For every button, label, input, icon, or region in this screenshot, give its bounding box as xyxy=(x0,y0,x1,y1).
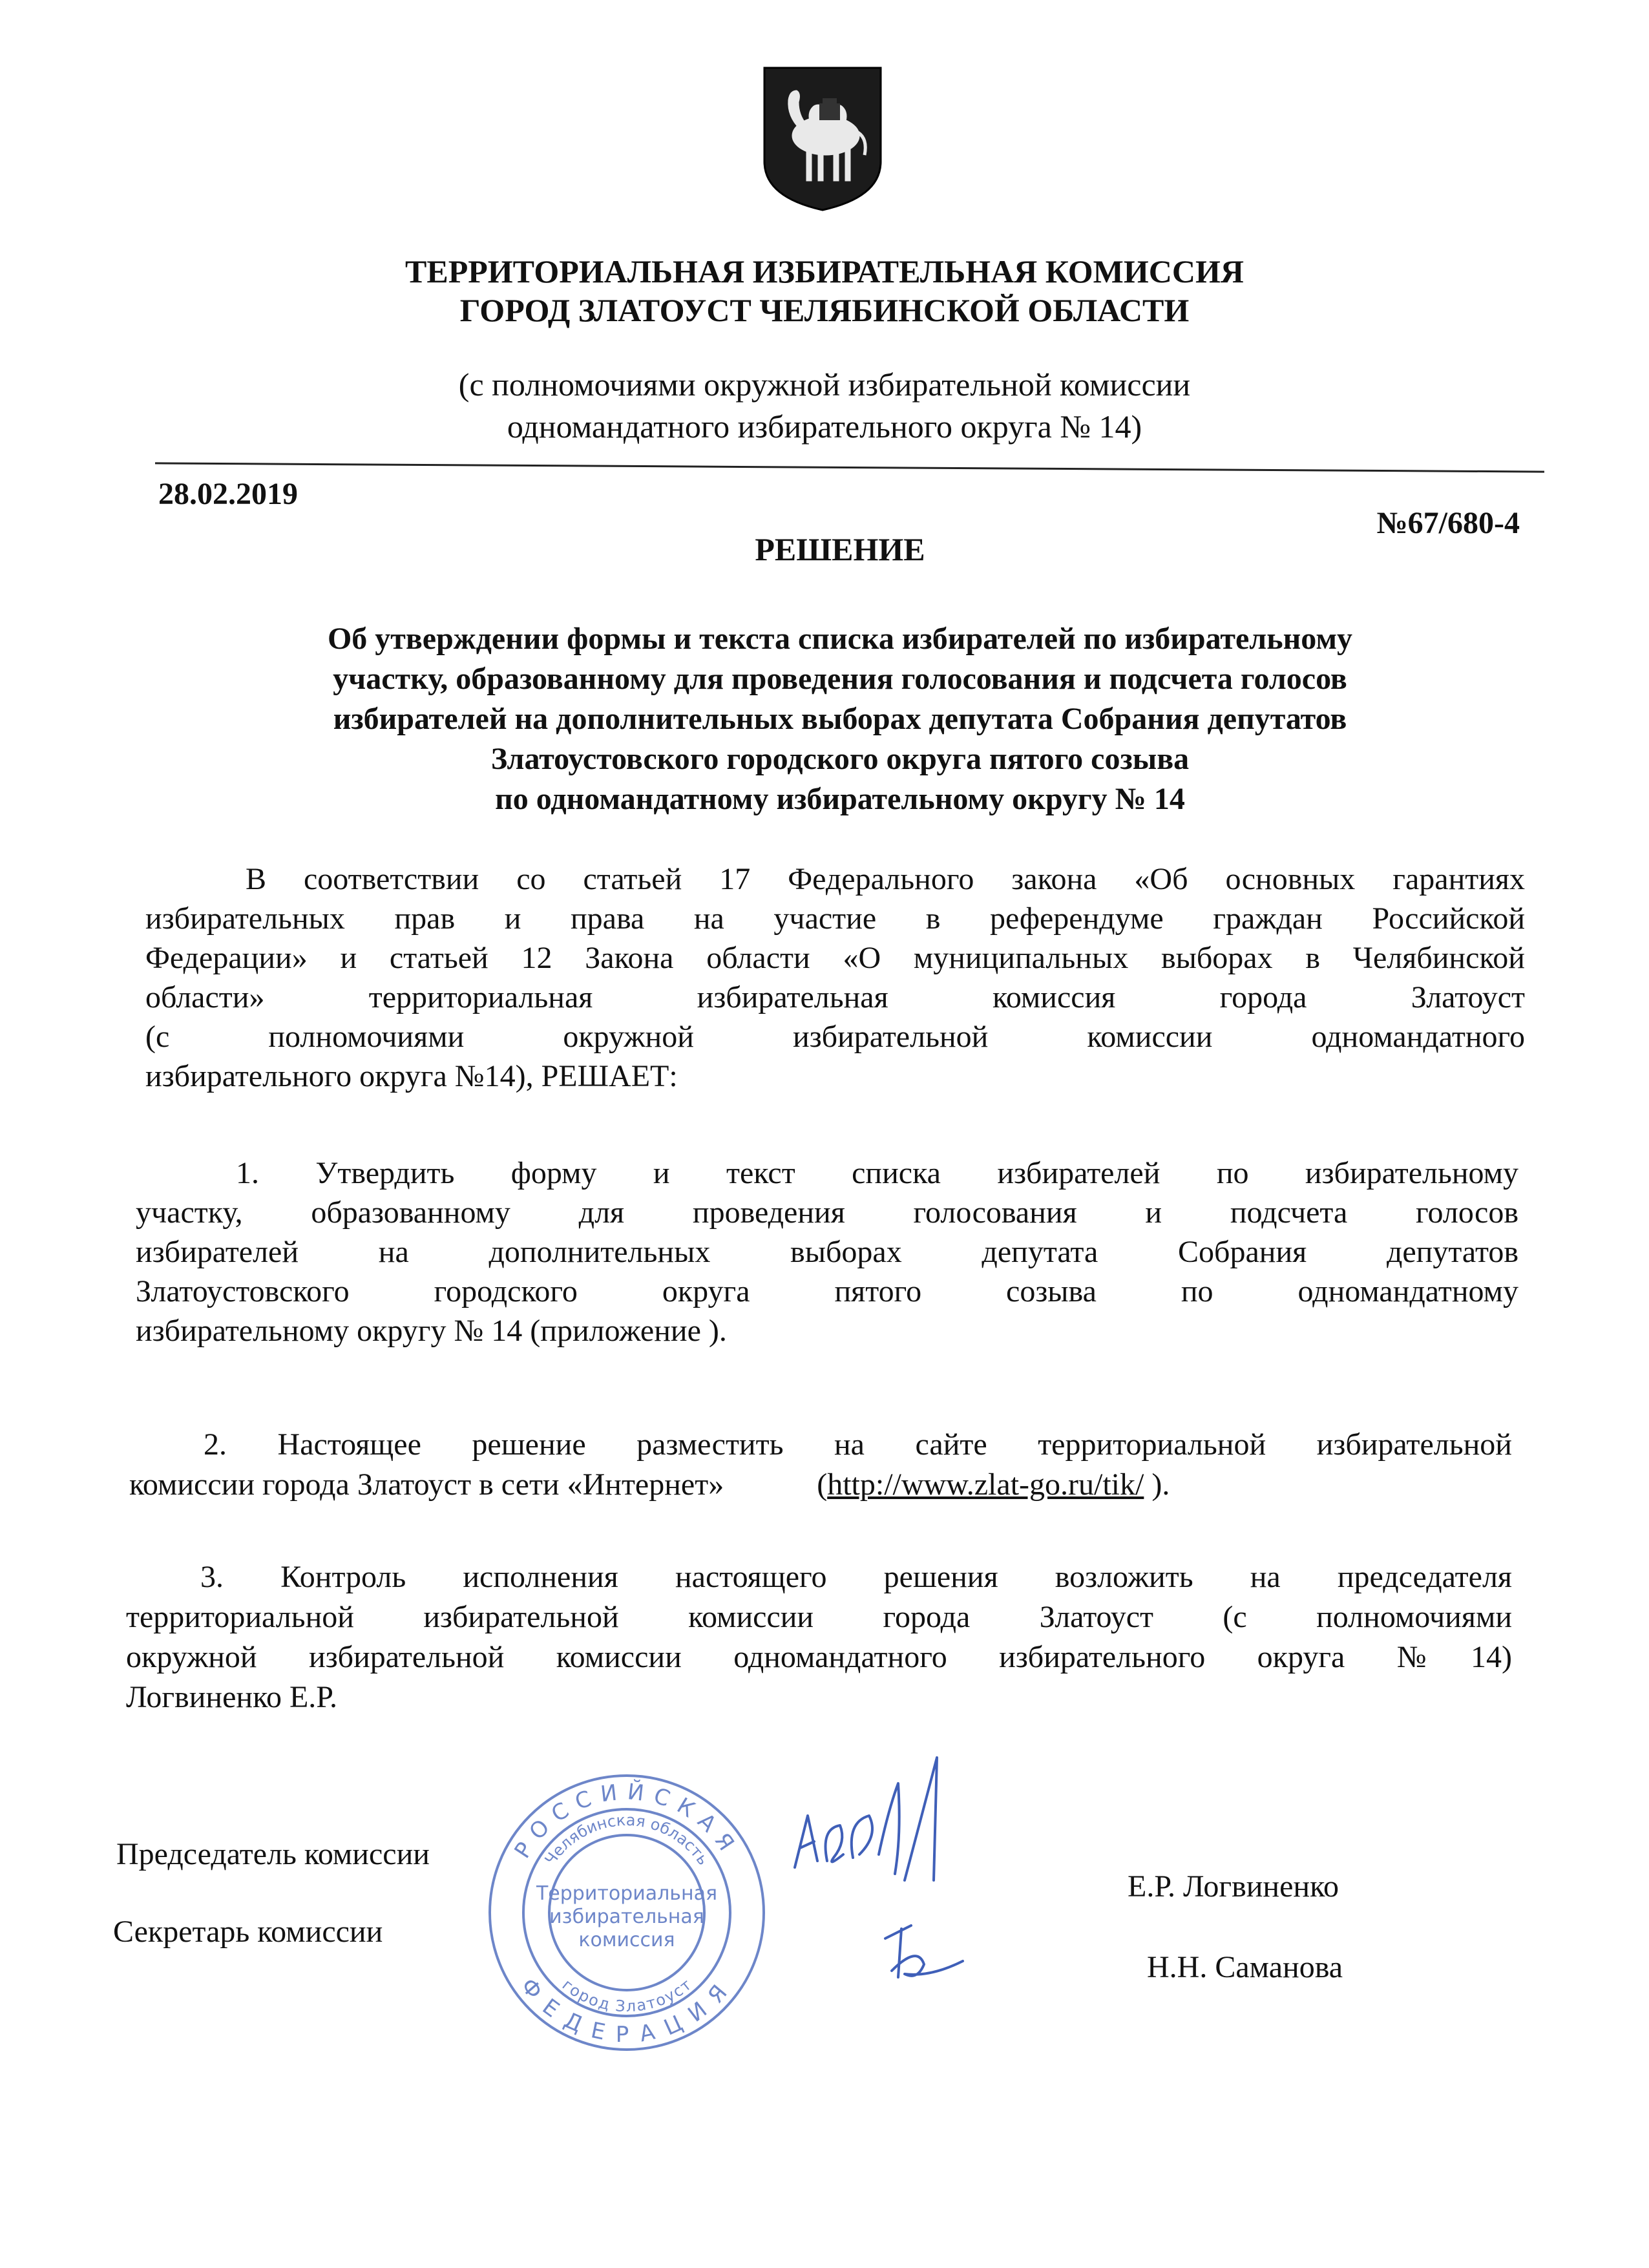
powers-line-1: (с полномочиями окружной избирательной комиссии xyxy=(458,366,1191,403)
chair-name: Е.Р. Логвиненко xyxy=(1128,1869,1339,1904)
item-2-line: 2. Настоящее решение разместить на сайте территориальной избирательной xyxy=(204,1427,1512,1462)
org-name-line-2: ГОРОД ЗЛАТОУСТ ЧЕЛЯБИНСКОЙ ОБЛАСТИ xyxy=(459,292,1190,328)
item-2 xyxy=(129,1425,1512,1505)
item-3 xyxy=(126,1557,1512,1717)
powers-line-2: одномандатного избирательного округа № 14) xyxy=(507,408,1142,445)
title-line: избирателей на дополнительных выборах депутата Собрания депутатов xyxy=(333,702,1347,736)
link-close-paren: ). xyxy=(1144,1467,1170,1502)
preamble-line: В соответствии со статьей 17 Федерального закона «Об основных гарантиях xyxy=(246,862,1525,896)
preamble-line: избирательного округа №14), РЕШАЕТ: xyxy=(145,1059,678,1093)
item-3-line: 3. Контроль исполнения настоящего решения возложить на председателя xyxy=(200,1560,1512,1594)
secretary-role: Секретарь комиссии xyxy=(113,1915,383,1949)
stamp-inner-bottom: город Златоуст xyxy=(559,1975,695,2015)
stamp-center-line: комиссия xyxy=(578,1929,675,1951)
doc-type: РЕШЕНИЕ xyxy=(755,531,925,567)
preamble-line: избирательных прав и права на участие в референдуме граждан Российской xyxy=(145,901,1525,936)
svg-text:город Златоуст xyxy=(559,1975,695,2015)
header-divider xyxy=(155,462,1544,472)
item-2-line-text: комиссии города Златоуст в сети «Интернет» xyxy=(129,1467,724,1502)
link-open-paren: ( xyxy=(817,1467,828,1502)
item-1 xyxy=(136,1153,1518,1350)
item-1-line: 1. Утвердить форму и текст списка избирателей по избирательному xyxy=(236,1156,1518,1190)
chair-signature xyxy=(782,1745,989,1887)
stamp-inner-top: Челябинская область xyxy=(541,1811,713,1869)
title-line: Златоустовского городского округа пятого созыва xyxy=(490,742,1190,776)
item-3-line: окружной избирательной комиссии одномандатного избирательного округа №14) xyxy=(126,1640,1512,1674)
preamble-line: области» территориальная избирательная комиссия города Златоуст xyxy=(145,980,1525,1014)
title-line: Об утверждении формы и текста списка избирателей по избирательному xyxy=(327,622,1353,656)
secretary-name: Н.Н. Саманова xyxy=(1147,1950,1343,1984)
preamble xyxy=(145,859,1525,1096)
site-link[interactable]: http://www.zlat-go.ru/tik/ xyxy=(827,1467,1144,1502)
item-3-line: территориальной избирательной комиссии города Златоуст (с полномочиями xyxy=(126,1600,1512,1634)
preamble-line: Федерации» и статьей 12 Закона области «О муниципальных выборах в Челябинской xyxy=(145,941,1525,975)
item-3-line: Логвиненко Е.Р. xyxy=(126,1680,337,1714)
stamp-outer-top: РОССИЙСКАЯ xyxy=(509,1779,744,1864)
doc-date: 28.02.2019 xyxy=(158,477,298,511)
stamp-center-line: избирательная xyxy=(549,1906,704,1928)
stamp-center-line: Территориальная xyxy=(536,1882,718,1905)
item-2-line-2 xyxy=(129,1465,1512,1505)
chair-role: Председатель комиссии xyxy=(116,1837,430,1871)
title-line: по одномандатному избирательному округу № 14 xyxy=(495,782,1185,816)
doc-number: №67/680-4 xyxy=(1376,506,1520,540)
coat-of-arms-icon xyxy=(761,65,884,213)
item-1-line: избирателей на дополнительных выборах депутата Собрания депутатов xyxy=(136,1235,1518,1269)
official-stamp xyxy=(485,1770,769,2055)
title-line: участку, образованному для проведения голосования и подсчета голосов xyxy=(333,662,1347,696)
secretary-signature xyxy=(872,1906,989,1990)
item-1-line: избирательному округу № 14 (приложение ). xyxy=(136,1314,727,1348)
stamp-outer-bottom: ФЕДЕРАЦИЯ xyxy=(515,1973,739,2048)
preamble-line: (с полномочиями окружной избирательной комиссии одномандатного xyxy=(145,1020,1525,1054)
org-name-line-1: ТЕРРИТОРИАЛЬНАЯ ИЗБИРАТЕЛЬНАЯ КОМИССИЯ xyxy=(405,253,1244,289)
doc-title xyxy=(194,619,1486,819)
item-1-line: участку, образованному для проведения голосования и подсчета голосов xyxy=(136,1195,1518,1230)
item-1-line: Златоустовского городского округа пятого созыва по одномандатному xyxy=(136,1274,1518,1308)
